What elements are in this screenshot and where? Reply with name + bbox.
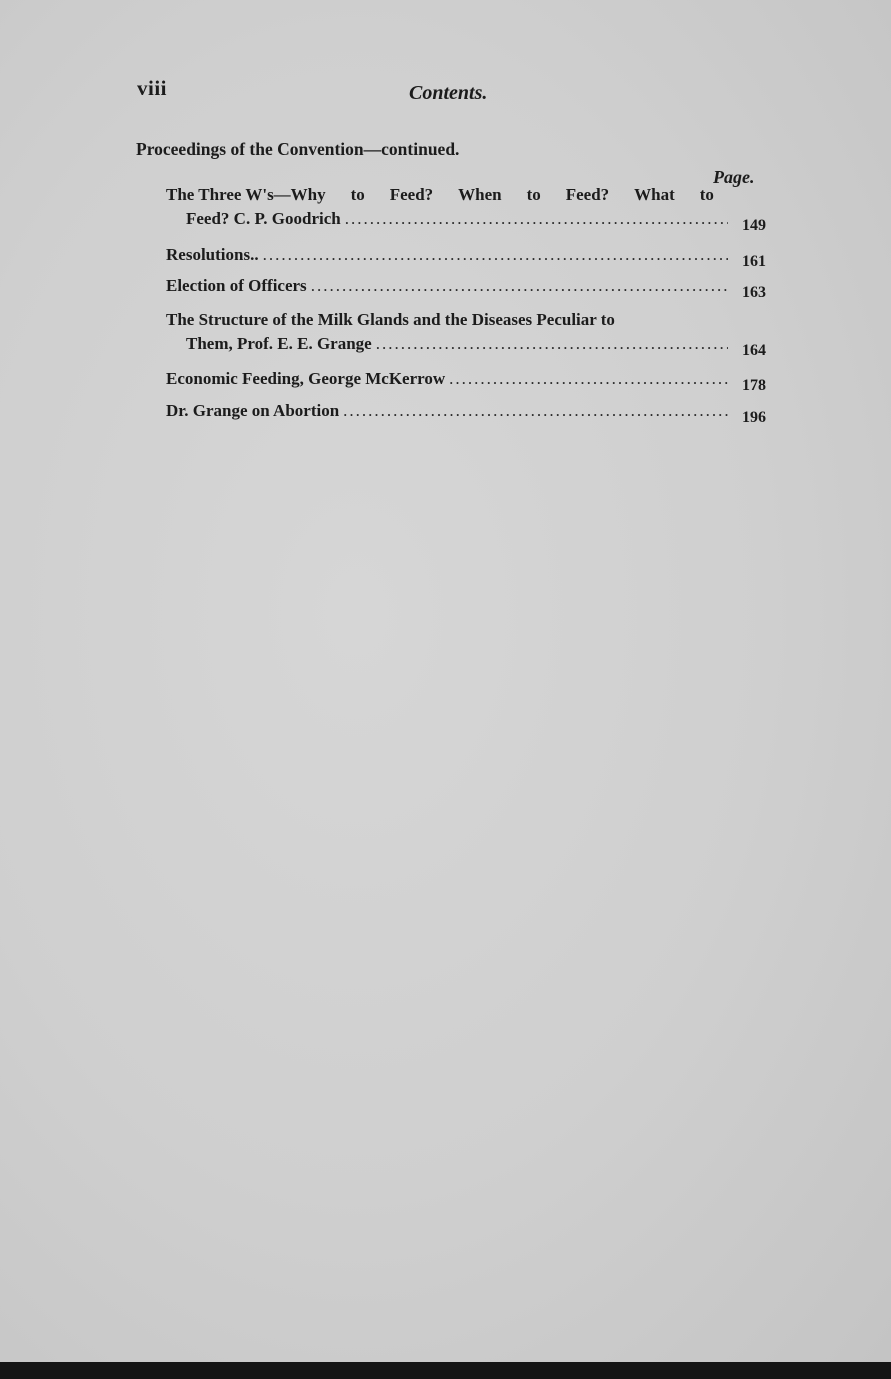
toc-entry <box>166 367 766 394</box>
toc-entry-title: Resolutions.. <box>166 245 259 264</box>
leader-dots <box>345 207 728 231</box>
running-title: Contents. <box>409 82 488 104</box>
toc-entry <box>166 243 766 270</box>
toc-page-number: 149 <box>742 217 766 234</box>
page-column-label: Page. <box>713 167 755 187</box>
toc-word: Feed? <box>565 185 610 204</box>
toc-entry-line <box>166 274 766 301</box>
leader-dots <box>343 399 728 423</box>
toc-entry <box>166 399 766 426</box>
toc-page-number: 163 <box>742 284 766 301</box>
toc-entry-line <box>166 207 766 234</box>
toc-entry <box>166 274 766 301</box>
toc-entry-line <box>166 243 766 270</box>
toc-word: to <box>526 185 541 204</box>
toc-word: Feed? <box>389 185 434 204</box>
toc-entry-line <box>166 183 766 207</box>
toc-entry <box>166 308 766 359</box>
leader-dots <box>311 274 728 298</box>
toc-page-number: 178 <box>742 377 766 394</box>
toc-entry <box>166 183 766 234</box>
toc-entry-line <box>166 308 766 332</box>
leader-dots <box>376 332 728 356</box>
toc-word: What <box>634 185 675 204</box>
toc-entry-title: The Structure of the Milk Glands and the Diseases Peculiar to <box>166 310 615 329</box>
toc-word: When <box>458 185 502 204</box>
toc-entry-line <box>166 367 766 394</box>
toc-entry-title: Feed? C. P. Goodrich <box>186 209 341 228</box>
toc-entry-title: Dr. Grange on Abortion <box>166 401 340 420</box>
toc-entry-title: Economic Feeding, George McKerrow <box>166 369 446 388</box>
toc-page-number: 161 <box>742 253 766 270</box>
page-number: viii <box>137 76 168 100</box>
toc-page-number: 164 <box>742 342 766 359</box>
scan-bottom-edge <box>0 1362 891 1379</box>
toc-word: to <box>699 185 714 204</box>
toc-entry-line <box>166 399 766 426</box>
toc-word: to <box>350 185 365 204</box>
toc-entry-title: Them, Prof. E. E. Grange <box>186 334 372 353</box>
toc-entry-line <box>166 332 766 359</box>
toc-entry-title: Election of Officers <box>166 276 307 295</box>
leader-dots <box>263 243 728 267</box>
toc-word: The Three W's—Why <box>166 185 326 204</box>
section-heading: Proceedings of the Convention—continued. <box>136 139 460 159</box>
leader-dots <box>449 367 728 391</box>
toc-page-number: 196 <box>742 409 766 426</box>
toc-entry-title-justified <box>166 183 714 207</box>
